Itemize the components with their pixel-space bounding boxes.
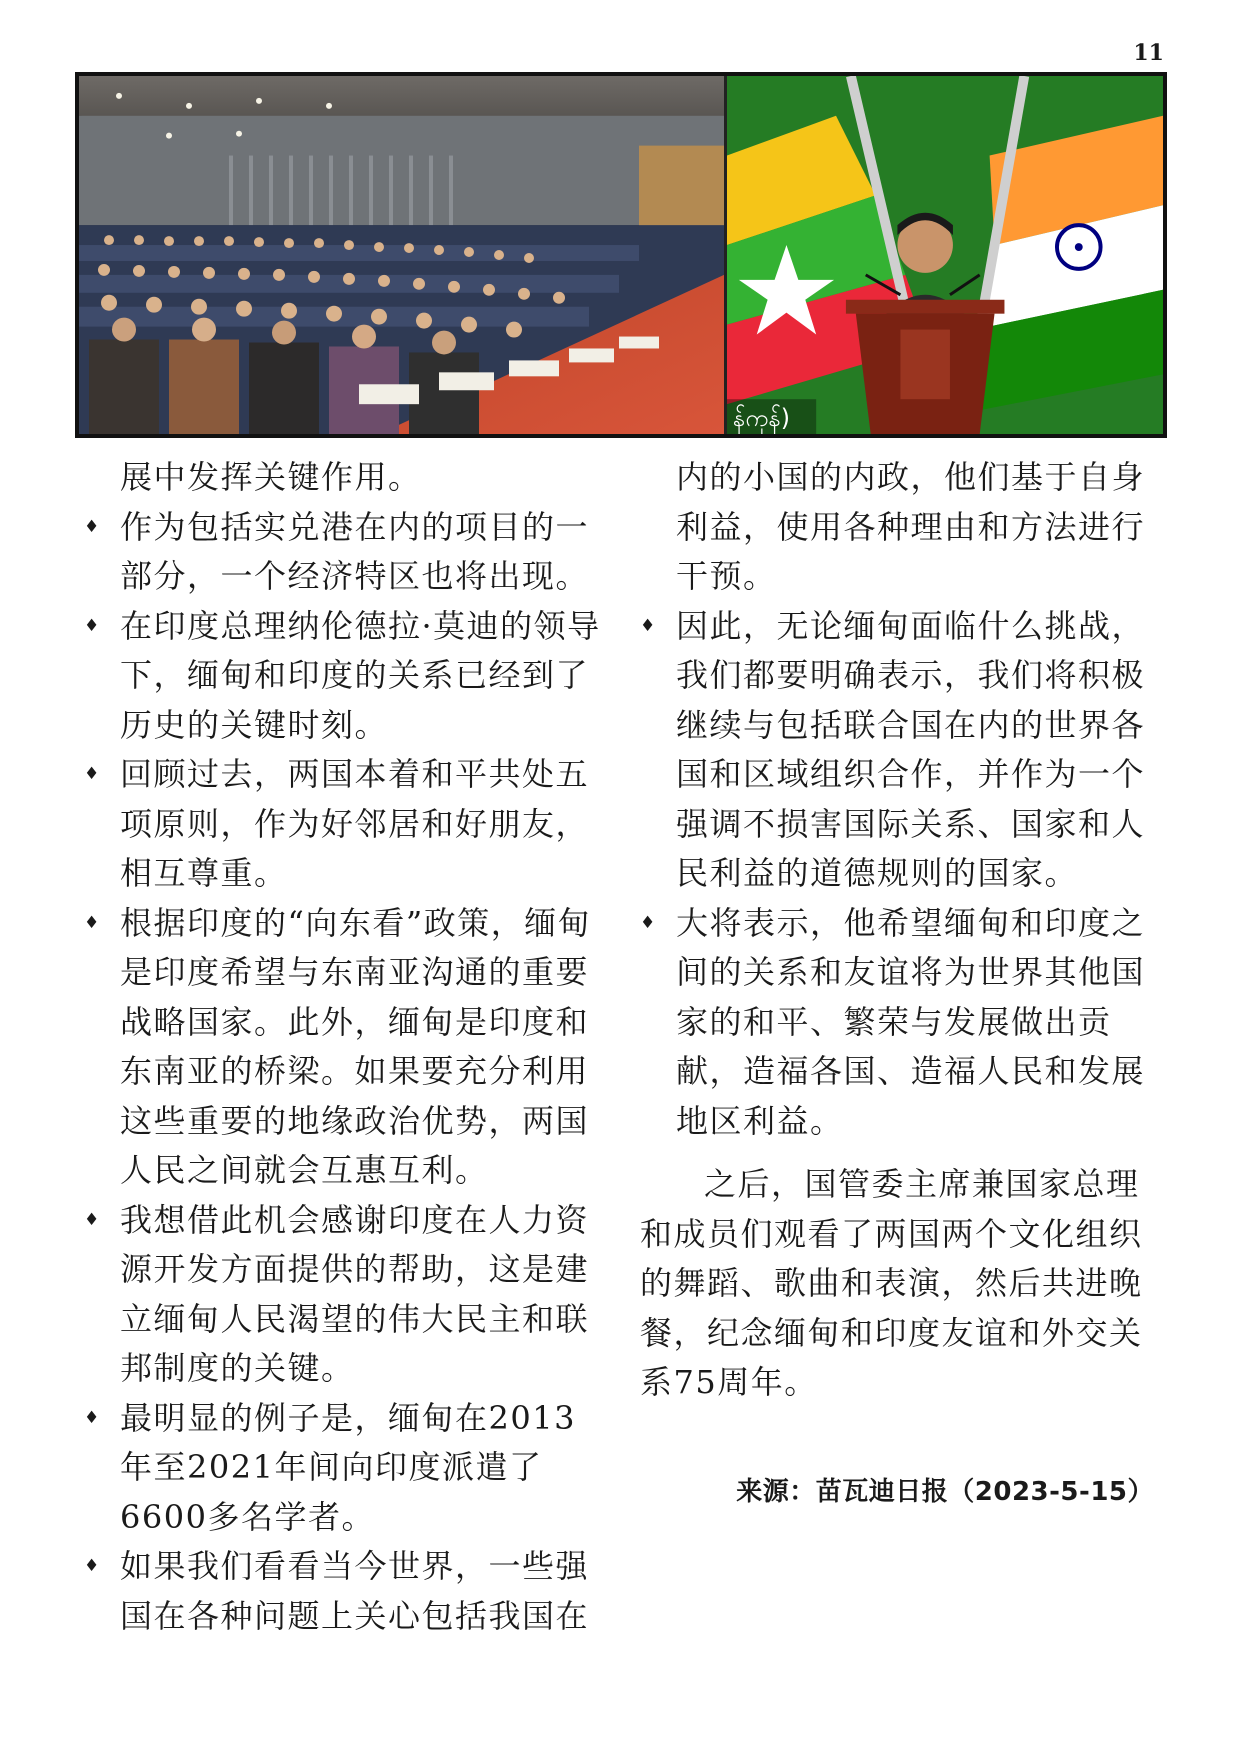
bullet-item: ♦ 如果我们看看当今世界，一些强国在各种问题上关心包括我国在 <box>84 1542 604 1641</box>
bullet-item: ♦ 我想借此机会感谢印度在人力资源开发方面提供的帮助，这是建立缅甸人民渴望的伟大民主和联邦制度的关键。 <box>84 1196 604 1394</box>
podium <box>846 300 1005 434</box>
auditorium-illustration <box>79 76 724 434</box>
bullet-item: ♦ 回顾过去，两国本着和平共处五项原则，作为好邻居和好朋友，相互尊重。 <box>84 750 604 899</box>
photo-banner <box>75 72 1167 438</box>
bullet-item: ♦ 最明显的例子是，缅甸在2013年至2021年间向印度派遣了6600多名学者。 <box>84 1394 604 1543</box>
photo-caption-fragment: န်ကုန်) <box>732 404 791 433</box>
bullet-item: ♦ 根据印度的“向东看”政策，缅甸是印度希望与东南亚沟通的重要战略国家。此外，缅甸是印度和东南亚的桥梁。如果要充分利用这些重要的地缘政治优势，两国人民之间就会互惠互利。 <box>84 899 604 1196</box>
bullet-item: ♦ 因此，无论缅甸面临什么挑战，我们都要明确表示，我们将积极继续与包括联合国在内的世界各国和区域组织合作，并作为一个强调不损害国际关系、国家和人民利益的道德规则的国家。 <box>640 602 1160 899</box>
bullet-item: ♦ 作为包括实兑港在内的项目的一部分，一个经济特区也将出现。 <box>84 503 604 602</box>
auditorium-photo <box>79 76 727 434</box>
left-continuation: 展中发挥关键作用。 <box>120 458 422 496</box>
flags-illustration <box>727 76 1163 434</box>
page-number: 11 <box>1133 40 1164 66</box>
bullet-item: ♦ 在印度总理纳伦德拉·莫迪的领导下，缅甸和印度的关系已经到了历史的关键时刻。 <box>84 602 604 751</box>
right-continuation: 内的小国的内政，他们基于自身利益，使用各种理由和方法进行干预。 <box>676 458 1146 595</box>
bullet-item: ♦ 大将表示，他希望缅甸和印度之间的关系和友谊将为世界其他国家的和平、繁荣与发展做出贡献，造福各国、造福人民和发展地区利益。 <box>640 899 1160 1147</box>
speaker-with-flags-photo <box>727 76 1163 434</box>
source-attribution: 来源：苗瓦迪日报（2023-5-15） <box>736 1476 1154 1507</box>
left-column <box>84 453 604 1641</box>
closing-paragraph: 之后，国管委主席兼国家总理和成员们观看了两国两个文化组织的舞蹈、歌曲和表演，然后共进晚餐，纪念缅甸和印度友谊和外交关系75周年。 <box>640 1165 1143 1401</box>
right-column <box>640 453 1160 1517</box>
